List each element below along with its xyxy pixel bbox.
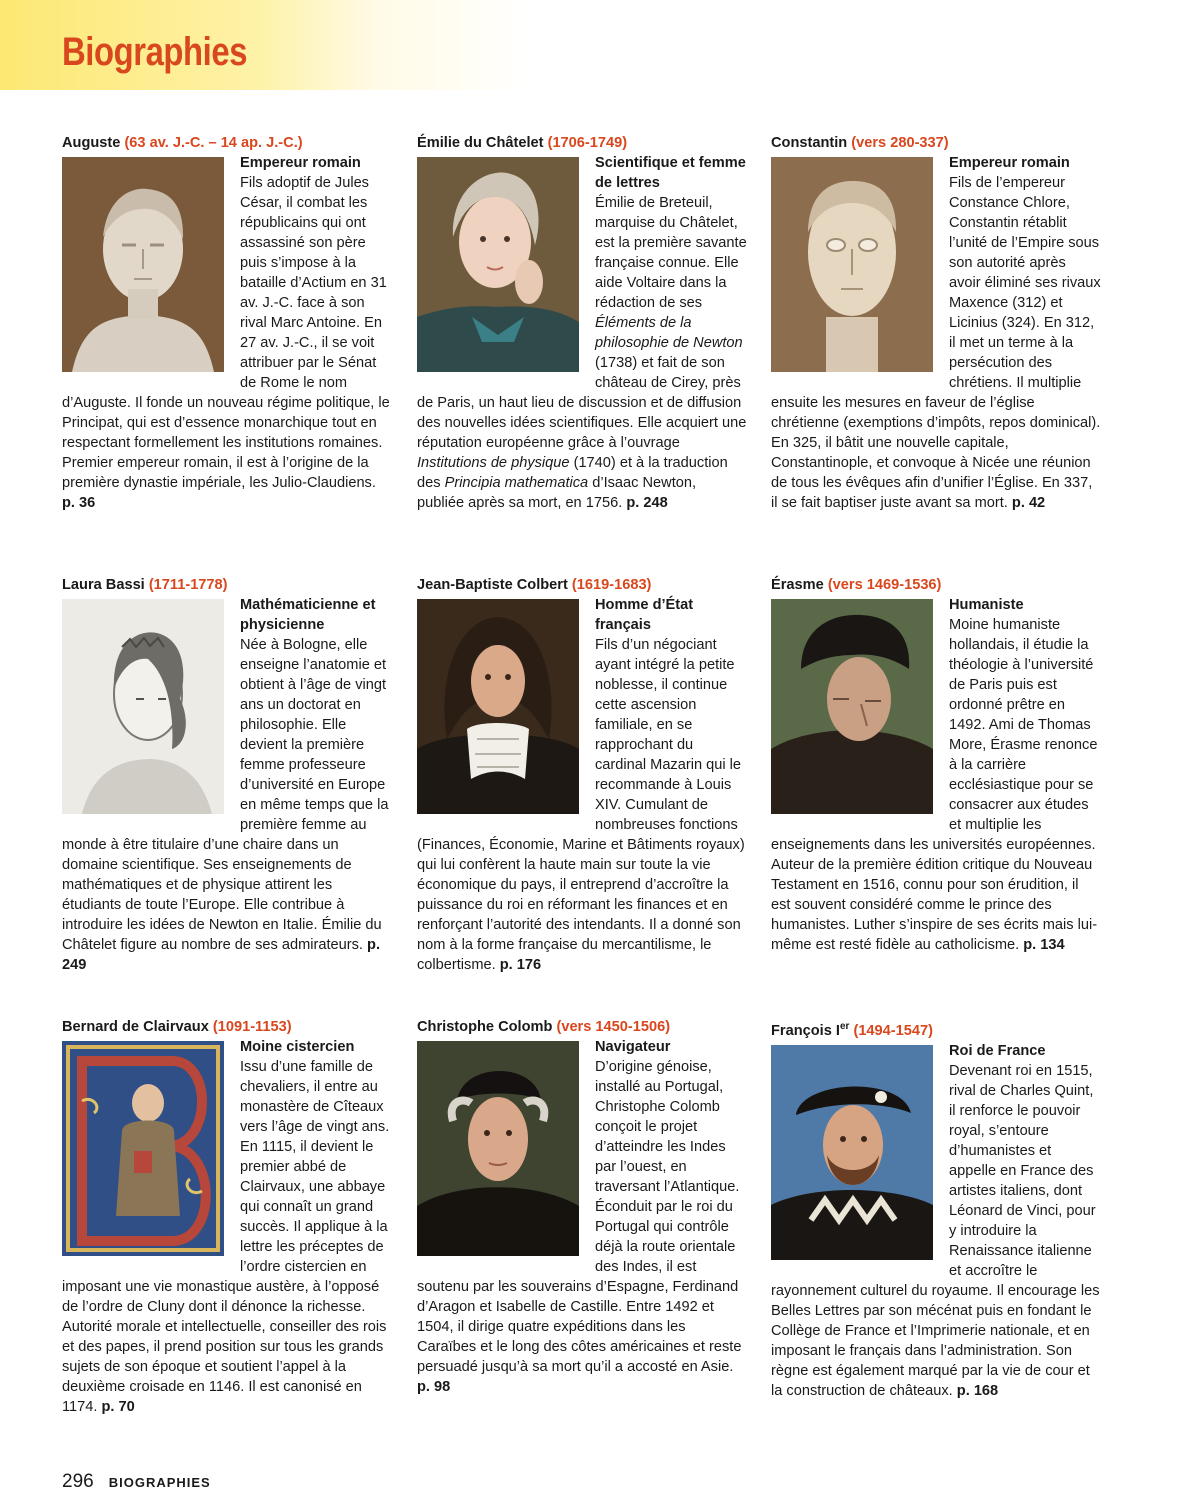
- bio-heading: [771, 133, 1101, 153]
- bio-heading: [771, 1017, 1101, 1041]
- bio-name: Auguste: [62, 135, 121, 151]
- book-title: Éléments de la philosophie de Newton: [595, 315, 743, 351]
- bio-role: Moine cistercien: [240, 1039, 355, 1055]
- bio-dates: (vers 1450-1506): [556, 1019, 671, 1035]
- page-reference[interactable]: p. 248: [626, 495, 668, 511]
- bio-role: Empereur romain: [949, 155, 1070, 171]
- bio-name: Christophe Colomb: [417, 1019, 553, 1035]
- book-title: Institutions de physique: [417, 455, 570, 471]
- bio-auguste: [62, 133, 392, 513]
- page-reference[interactable]: p. 70: [101, 1399, 135, 1415]
- bio-erasme: [771, 575, 1101, 955]
- portrait-erasme: [771, 599, 933, 814]
- bio-text: (1738) et fait de son château de Cirey, près de Paris, un haut lieu de discussion et de diffusion des nouvelles idées scientifiques. Elle acquiert une réputation européenne grâce à l’ouvrage: [417, 355, 747, 451]
- page-reference[interactable]: p. 98: [417, 1379, 451, 1395]
- bio-dates: (1706-1749): [547, 135, 628, 151]
- bio-constantin: [771, 133, 1101, 513]
- portrait-francois-ier: [771, 1045, 933, 1260]
- bio-heading: [771, 575, 1101, 595]
- bio-colbert: [417, 575, 747, 975]
- bio-name: Bernard de Clairvaux: [62, 1019, 209, 1035]
- bio-role: Scientifique et femme de lettres: [595, 155, 746, 191]
- bio-text: (1740) et à la traduction des: [417, 455, 728, 491]
- bio-text: D’origine génoise, installé au Portugal, Christophe Colomb conçoit le projet d’atteindre les Indes par l’ouest, en traversant l’Atlantique. Éconduit par le roi du Portugal qui contrôle déjà la route orientale des Indes, il est soutenu par les souverains d’Espagne, Ferdinand d’Aragon et Isabelle de Castille. Entre 1492 et 1504, il dirige quatre expéditions dans les Caraïbes et le long des côtes américaines et reste persuadé jusqu’à sa mort qu’il a accosté en Asie.: [417, 1059, 742, 1375]
- bio-name: Constantin: [771, 135, 848, 151]
- bio-francois-ier: [771, 1017, 1101, 1401]
- bio-name: Jean-Baptiste Colbert: [417, 577, 568, 593]
- bio-text: Issu d’une famille de chevaliers, il entre au monastère de Cîteaux vers l’âge de vingt ans. En 1115, il devient le premier abbé de Clairvaux, une abbaye qui connaît un grand succès. Il applique à la lettre les préceptes de l’ordre cistercien en imposant une vie monastique austère, à l’opposé de l’ordre de Cluny dont il dénonce la richesse. Autorité morale et intellectuelle, conseiller des rois et des papes, il prend position sur tous les grands sujets de son époque et soutient l’appel à la deuxième croisade en 1146. Il est canonisé en 1174.: [62, 1059, 390, 1415]
- bio-heading: [417, 575, 747, 595]
- bio-dates: (63 av. J.-C. – 14 ap. J.-C.): [124, 135, 303, 151]
- book-title: Principia mathematica: [444, 475, 589, 491]
- bio-name: Émilie du Châtelet: [417, 135, 544, 151]
- bio-text: Fils d’un négociant ayant intégré la petite noblesse, il continue cette ascension familiale, en se rapprochant du cardinal Mazarin qui le recommande à Louis XIV. Cumulant de nombreuses fonctions (Finances, Économie, Marine et Bâtiments royaux) qui lui confèrent la haute main sur toute la vie économique du pays, il entreprend d’accroître la puissance du roi en réformant les finances et en renforçant l’autorité des intendants. Il a donné son nom à la forme française du mercantilisme, le colbertisme.: [417, 637, 745, 973]
- painted-portrait-icon: [771, 1045, 933, 1260]
- page-reference[interactable]: p. 176: [499, 957, 542, 973]
- bio-heading: [62, 133, 392, 153]
- engraving-portrait-icon: [62, 599, 224, 814]
- painted-portrait-icon: [417, 599, 579, 814]
- portrait-emilie-du-chatelet: [417, 157, 579, 372]
- page-reference[interactable]: p. 168: [956, 1382, 999, 1399]
- portrait-christophe-colomb: [417, 1041, 579, 1256]
- bio-role: Mathématicienne et physicienne: [240, 597, 376, 633]
- bio-dates: (1091-1153): [212, 1019, 292, 1035]
- bio-laura-bassi: [62, 575, 392, 975]
- page-reference[interactable]: p. 42: [1011, 495, 1046, 511]
- painted-portrait-icon: [417, 1041, 579, 1256]
- page-title: Biographies: [62, 30, 248, 74]
- bio-role: Homme d’État français: [595, 597, 694, 633]
- bio-heading: [417, 1017, 747, 1037]
- bio-text: Devenant roi en 1515, rival de Charles Quint, il renforce le pouvoir royal, s’entoure d’humanistes et appelle en France des artistes italiens, dont Léonard de Vinci, pour y introduire la Renaissance italienne et accroître le rayonnement culturel du royaume. Il encourage les Belles Lettres par son mécénat puis en fondant le Collège de France et l’Imprimerie nationale, et en imposant le français dans l’administration. Son règne est également marqué par la vie de cour et la construction de châteaux.: [771, 1062, 1100, 1399]
- bio-name: Érasme: [771, 577, 824, 593]
- bio-text: Fils de l’empereur Constance Chlore, Constantin rétablit l’unité de l’Empire sous son autorité après avoir éliminé ses rivaux Maxence (312) et Licinius (324). En 312, il met un terme à la persécution des chrétiens. Il multiplie ensuite les mesures en faveur de l’église chrétienne (exemptions d’impôts, repos dominical). En 325, il bâtit une nouvelle capitale, Constantinople, et convoque à Nicée une réunion de tous les évêques afin d’unifier l’Église. En 337, il se fait baptiser juste avant sa mort.: [771, 175, 1101, 511]
- page-reference[interactable]: p. 249: [62, 937, 381, 973]
- bio-role: Humaniste: [949, 597, 1024, 613]
- painted-portrait-icon: [417, 157, 579, 372]
- bio-text: Moine humaniste hollandais, il étudie la théologie à l’université de Paris puis est ordonné prêtre en 1492. Ami de Thomas More, Érasme renonce à la carrière ecclésiastique pour se consacrer aux études et multiplie les enseignements dans les universités européennes. Auteur de la première édition critique du Nouveau Testament en 1516, connu pour son érudition, il est souvent considéré comme le prince des humanistes. Luther s’inspire de ses écrits mais lui-même est resté fidèle au catholicisme.: [771, 617, 1098, 953]
- page-footer: [62, 1470, 211, 1494]
- page-reference[interactable]: p. 134: [1023, 937, 1065, 953]
- page-number: 296: [62, 1471, 94, 1492]
- portrait-colbert: [417, 599, 579, 814]
- portrait-laura-bassi: [62, 599, 224, 814]
- bio-heading: [62, 1017, 392, 1037]
- bio-role: Empereur romain: [240, 155, 361, 171]
- portrait-bernard-de-clairvaux: [62, 1041, 224, 1256]
- bio-dates: (vers 280-337): [851, 135, 949, 151]
- painted-portrait-icon: [771, 599, 933, 814]
- bio-dates: (1711-1778): [148, 577, 228, 593]
- bio-dates: (vers 1469-1536): [827, 577, 942, 593]
- bio-christophe-colomb: [417, 1017, 747, 1397]
- bio-heading: [62, 575, 392, 595]
- illuminated-letter-icon: [62, 1041, 224, 1256]
- bio-text: Née à Bologne, elle enseigne l’anatomie et obtient à l’âge de vingt ans un doctorat en philosophie. Elle devient la première femme professeure d’université en Europe en même temps que la première femme au monde à être titulaire d’une chaire dans un domaine scientifique. Ses enseignements de mathématiques et de physique attirent les étudiants de toute l’Europe. Elle contribue à introduire les idées de Newton en Italie. Émilie du Châtelet figure au nombre de ses admirateurs.: [62, 637, 389, 953]
- bio-emilie-du-chatelet: [417, 133, 747, 513]
- page-reference[interactable]: p. 36: [62, 495, 96, 511]
- marble-bust-icon: [62, 157, 224, 372]
- marble-head-icon: [771, 157, 933, 372]
- bio-role: Navigateur: [595, 1039, 671, 1055]
- bio-name-superscript: er: [839, 1021, 850, 1032]
- bio-bernard-de-clairvaux: [62, 1017, 392, 1417]
- bio-text: Fils adoptif de Jules César, il combat les républicains qui ont assassiné son père puis s’impose à la bataille d’Actium en 31 av. J.-C. face à son rival Marc Antoine. En 27 av. J.-C., il se voit attribuer par le Sénat de Rome le nom d’Auguste. Il fonde un nouveau régime politique, le Principat, qui est d’essence monarchique tout en respectant formellement les institutions romaines. Premier empereur romain, il est à l’origine de la première dynastie impériale, les Julio-Claudiens.: [62, 175, 390, 491]
- bio-dates: (1619-1683): [571, 577, 652, 593]
- bio-text: Émilie de Breteuil, marquise du Châtelet, est la première savante française connue. Elle aide Voltaire dans la rédaction de ses: [595, 195, 747, 311]
- bio-name: Laura Bassi: [62, 577, 145, 593]
- portrait-auguste: [62, 157, 224, 372]
- bio-name: François I: [771, 1022, 840, 1039]
- portrait-constantin: [771, 157, 933, 372]
- bio-role: Roi de France: [949, 1042, 1046, 1059]
- bio-heading: [417, 133, 747, 153]
- bio-text: d’Isaac Newton, publiée après sa mort, en 1756.: [417, 475, 697, 511]
- bio-dates: (1494-1547): [853, 1022, 933, 1039]
- running-title: BIOGRAPHIES: [108, 1475, 211, 1490]
